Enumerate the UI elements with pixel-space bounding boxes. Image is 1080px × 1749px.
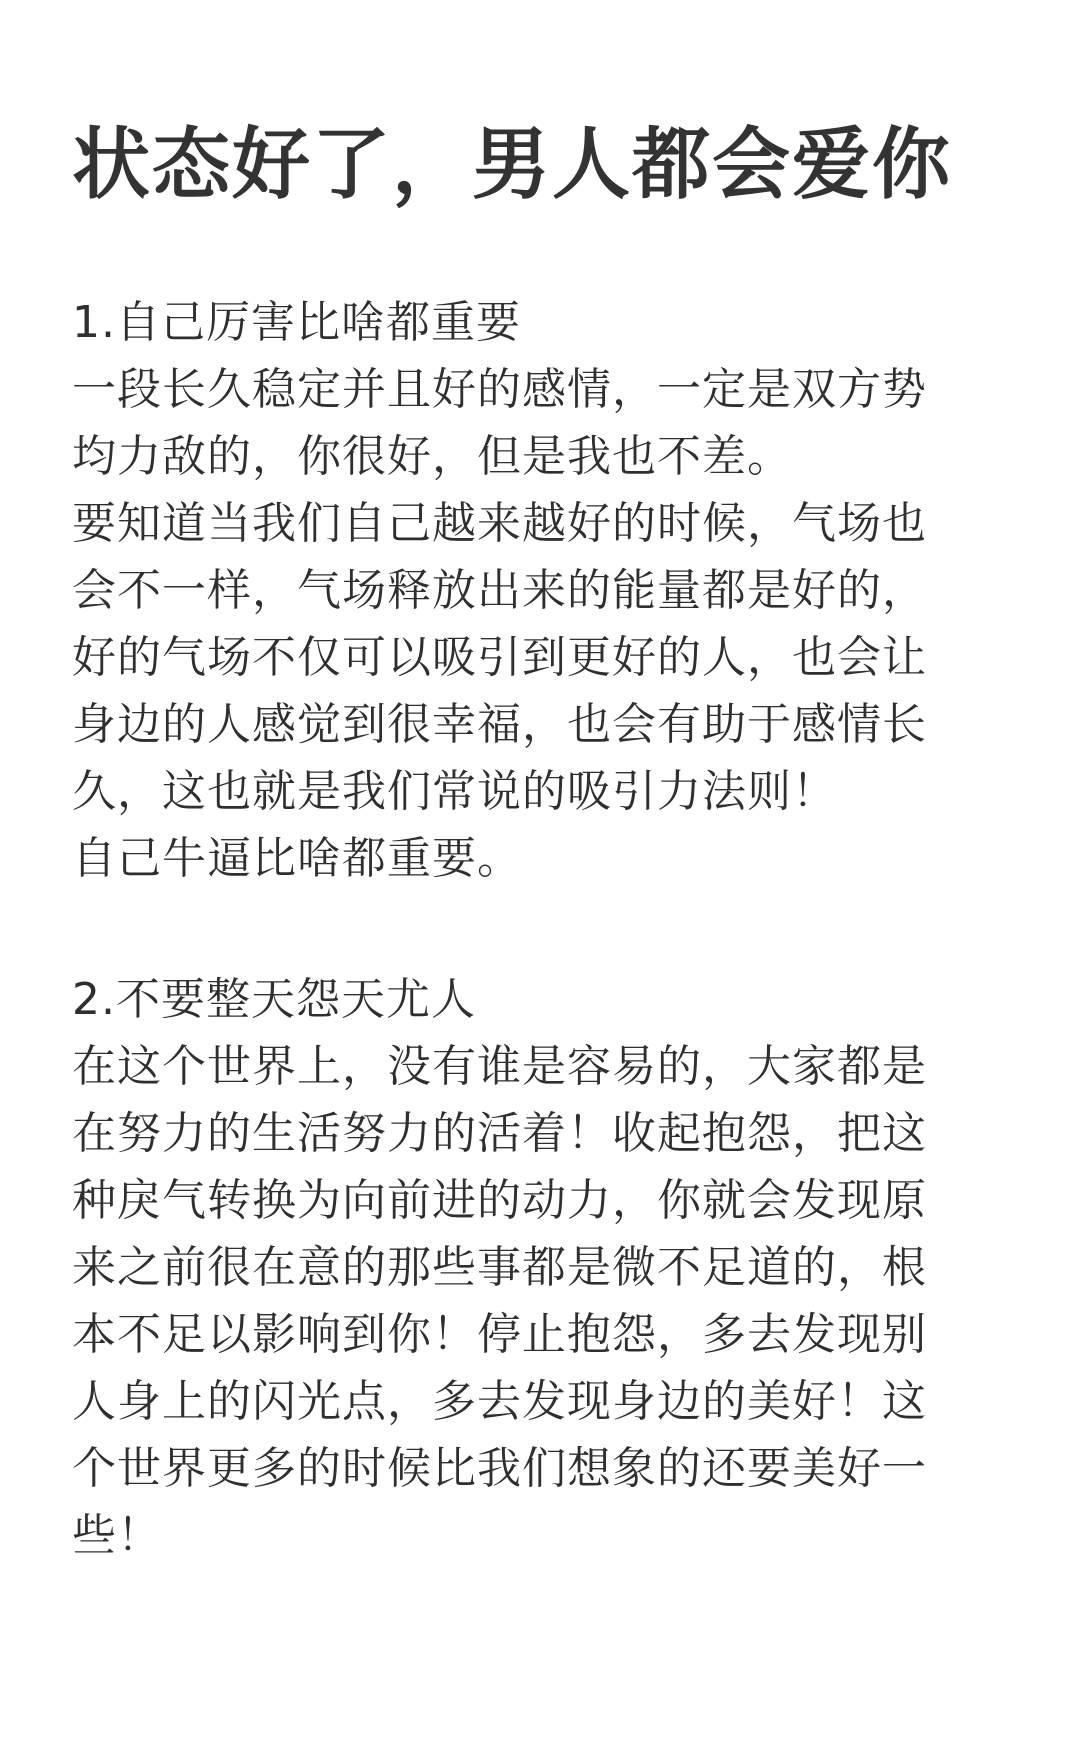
text-line: 在努力的生活努力的活着！收起抱怨，把这 <box>72 1108 927 1159</box>
text-line: 本不足以影响到你！停止抱怨，多去发现别 <box>72 1309 927 1360</box>
text-line: 种戾气转换为向前进的动力，你就会发现原 <box>72 1175 927 1226</box>
article-title: 状态好了，男人都会爱你 <box>72 120 953 210</box>
text-line: 均力敌的，你很好，但是我也不差。 <box>72 431 792 482</box>
section-heading: 2.不要整天怨天尤人 <box>72 974 476 1025</box>
section-2 <box>72 966 1008 1569</box>
text-line: 自己牛逼比啥都重要。 <box>72 833 522 884</box>
text-line: 会不一样，气场释放出来的能量都是好的， <box>72 565 927 616</box>
section-heading: 1.自己厉害比啥都重要 <box>72 297 521 348</box>
text-line: 在这个世界上，没有谁是容易的，大家都是 <box>72 1041 927 1092</box>
text-line: 个世界更多的时候比我们想象的还要美好一 <box>72 1443 927 1494</box>
section-1 <box>72 289 1008 892</box>
text-line: 身边的人感觉到很幸福，也会有助于感情长 <box>72 699 927 750</box>
text-line: 人身上的闪光点，多去发现身边的美好！这 <box>72 1376 927 1427</box>
text-line: 些！ <box>72 1510 162 1561</box>
text-line: 久，这也就是我们常说的吸引力法则！ <box>72 766 837 817</box>
text-line: 好的气场不仅可以吸引到更好的人，也会让 <box>72 632 927 683</box>
text-line: 来之前很在意的那些事都是微不足道的，根 <box>72 1242 927 1293</box>
text-line: 要知道当我们自己越来越好的时候，气场也 <box>72 498 927 549</box>
text-line: 一段长久稳定并且好的感情，一定是双方势 <box>72 364 927 415</box>
